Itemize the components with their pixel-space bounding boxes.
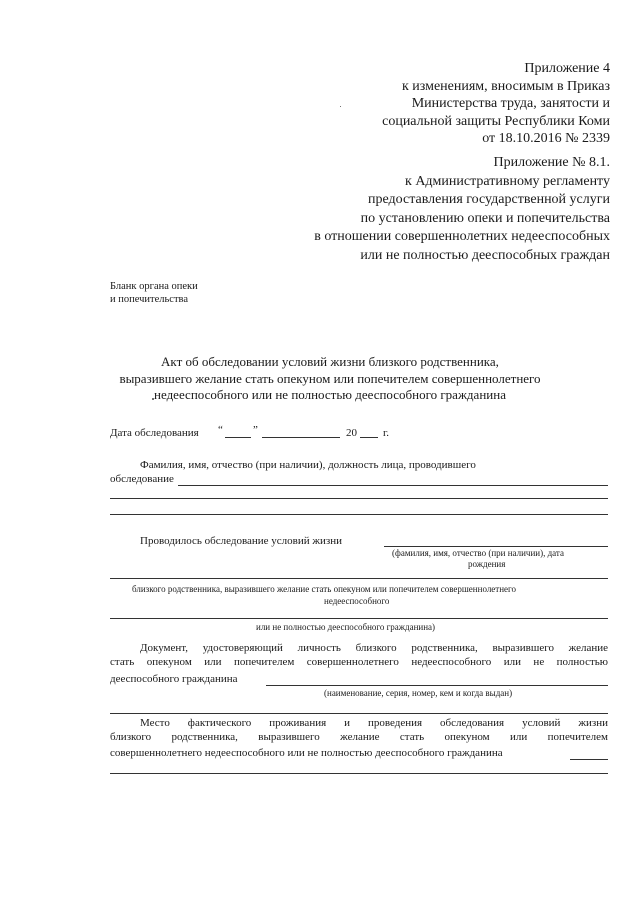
residence-label [110, 716, 608, 744]
annex-8-1-header [314, 154, 610, 265]
inspector-label-cont: обследование [110, 473, 174, 485]
relative-name-hint: (фамилия, имя, отчество (при наличии), дата [392, 548, 564, 558]
relative-details-hint: близкого родственника, выразившего желание стать опекуном или попечителем совершеннолетнего [132, 584, 517, 594]
annex-line: предоставления государственной услуги [368, 192, 610, 207]
residence-extra-field[interactable] [110, 773, 608, 774]
identity-document-extra-field[interactable] [110, 713, 608, 714]
title-line: выразившего желание стать опекуном или попечителем совершеннолетнего [119, 370, 541, 386]
guardianship-authority-blank-label [110, 280, 198, 306]
date-year-prefix: 20 [346, 427, 357, 439]
annex-line: Приложение № 8.1. [493, 155, 610, 170]
relative-details-field[interactable] [110, 578, 608, 579]
conducted-label: Проводилось обследование условий жизни [140, 535, 342, 547]
inspector-name-field[interactable] [178, 485, 608, 486]
annex-line: Министерства труда, занятости и [411, 96, 610, 111]
date-year-field[interactable] [360, 437, 378, 438]
document-title [100, 354, 560, 404]
inspector-extra-field[interactable] [110, 514, 608, 515]
residence-line: близкого родственника, выразившего желание стать опекуном или попечителем [110, 731, 608, 743]
annex-4-header [382, 60, 610, 148]
date-label: Дата обследования [110, 427, 199, 439]
ward-details-field[interactable] [110, 618, 608, 619]
annex-line: по установлению опеки и попечительства [360, 210, 610, 226]
identity-document-line: стать опекуном или попечителем совершеннолетнего недееспособного или не полностью [110, 656, 608, 668]
title-line: недееспособного или не полностью дееспособного гражданина [154, 387, 506, 402]
ward-details-hint: или не полностью дееспособного гражданина) [256, 622, 436, 632]
scan-speck [152, 398, 154, 400]
date-open-quote: “ [218, 424, 223, 436]
relative-details-hint-cont: недееспособного [324, 596, 390, 606]
annex-line: Приложение 4 [524, 61, 610, 76]
annex-line: от 18.10.2016 № 2339 [482, 131, 610, 146]
blank-line: и попечительства [110, 294, 189, 305]
annex-line: социальной защиты Республики Коми [382, 113, 610, 129]
annex-line: к Административному регламенту [405, 173, 610, 189]
residence-line: Место фактического проживания и проведения обследования условий жизни [140, 717, 608, 729]
scan-speck [340, 106, 341, 107]
relative-name-field[interactable] [384, 546, 608, 547]
identity-document-field[interactable] [266, 685, 608, 686]
date-day-field[interactable] [225, 437, 251, 438]
inspector-position-field[interactable] [110, 498, 608, 499]
identity-document-line: Документ, удостоверяющий личность близкого родственника, выразившего желание [140, 642, 608, 654]
identity-document-hint: (наименование, серия, номер, кем и когда выдан) [324, 688, 513, 698]
annex-line: или не полностью дееспособных граждан [360, 247, 610, 263]
blank-line: Бланк органа опеки [110, 281, 198, 292]
residence-line: совершеннолетнего недееспособного или не полностью дееспособного гражданина [110, 747, 503, 759]
date-year-suffix: г. [383, 427, 390, 439]
annex-line: к изменениям, вносимым в Приказ [401, 78, 610, 94]
identity-document-label [110, 641, 608, 669]
identity-document-line: дееспособного гражданина [110, 673, 238, 685]
inspector-label: Фамилия, имя, отчество (при наличии), должность лица, проводившего [140, 459, 476, 471]
date-month-field[interactable] [262, 437, 340, 438]
residence-address-field[interactable] [570, 759, 608, 760]
relative-name-hint-cont: рождения [468, 559, 506, 569]
date-close-quote: ” [253, 424, 258, 436]
title-line: Акт об обследовании условий жизни близкого родственника, [161, 354, 499, 369]
annex-line: в отношении совершеннолетних недееспособных [314, 229, 610, 244]
